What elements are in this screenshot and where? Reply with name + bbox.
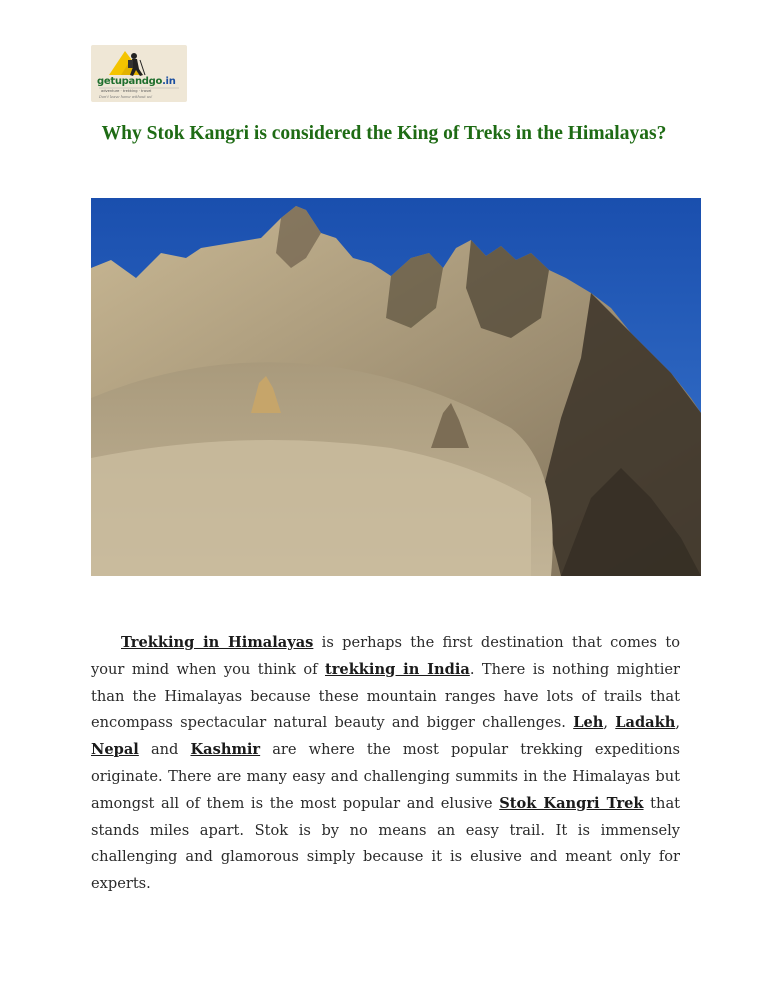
link-ladakh[interactable]: Ladakh <box>615 714 676 732</box>
site-logo[interactable] <box>91 45 187 102</box>
stok-kangri-mountain-image <box>91 198 701 576</box>
link-leh[interactable]: Leh <box>573 714 604 732</box>
article-paragraph: Trekking in Himalayas is perhaps the first destination that comes to your mind when you think of trekking in India. There is nothing mightier than the Himalayas because these mountain ranges have lots of trails that encompass spectacular natural beauty and bigger challenges. Leh, Ladakh, Nepal and Kashmir are where the most popular trekking expeditions originate. There are many easy and challenging summits in the Himalayas but amongst all of them is the most popular and elusive Stok Kangri Trek that stands miles apart. Stok is by no means an easy trail. It is immensely challenging and glamorous simply because it is elusive and meant only for experts. <box>91 634 681 893</box>
logo-tagline: Don't leave home without us! <box>99 95 153 99</box>
article-title: Why Stok Kangri is considered the King of Treks in the Himalayas? <box>101 123 667 144</box>
link-kashmir[interactable]: Kashmir <box>190 741 261 759</box>
link-nepal[interactable]: Nepal <box>91 741 139 759</box>
logo-subtitle: adventure · trekking · travel <box>101 89 152 93</box>
link-stok-kangri-trek[interactable]: Stok Kangri Trek <box>499 794 644 812</box>
logo-wordmark: getupandgo.in <box>97 76 176 87</box>
link-trekking-in-himalayas[interactable]: Trekking in Himalayas <box>121 634 314 651</box>
link-trekking-in-india[interactable]: trekking in India <box>324 660 470 678</box>
hiker-logo-icon <box>91 45 187 102</box>
